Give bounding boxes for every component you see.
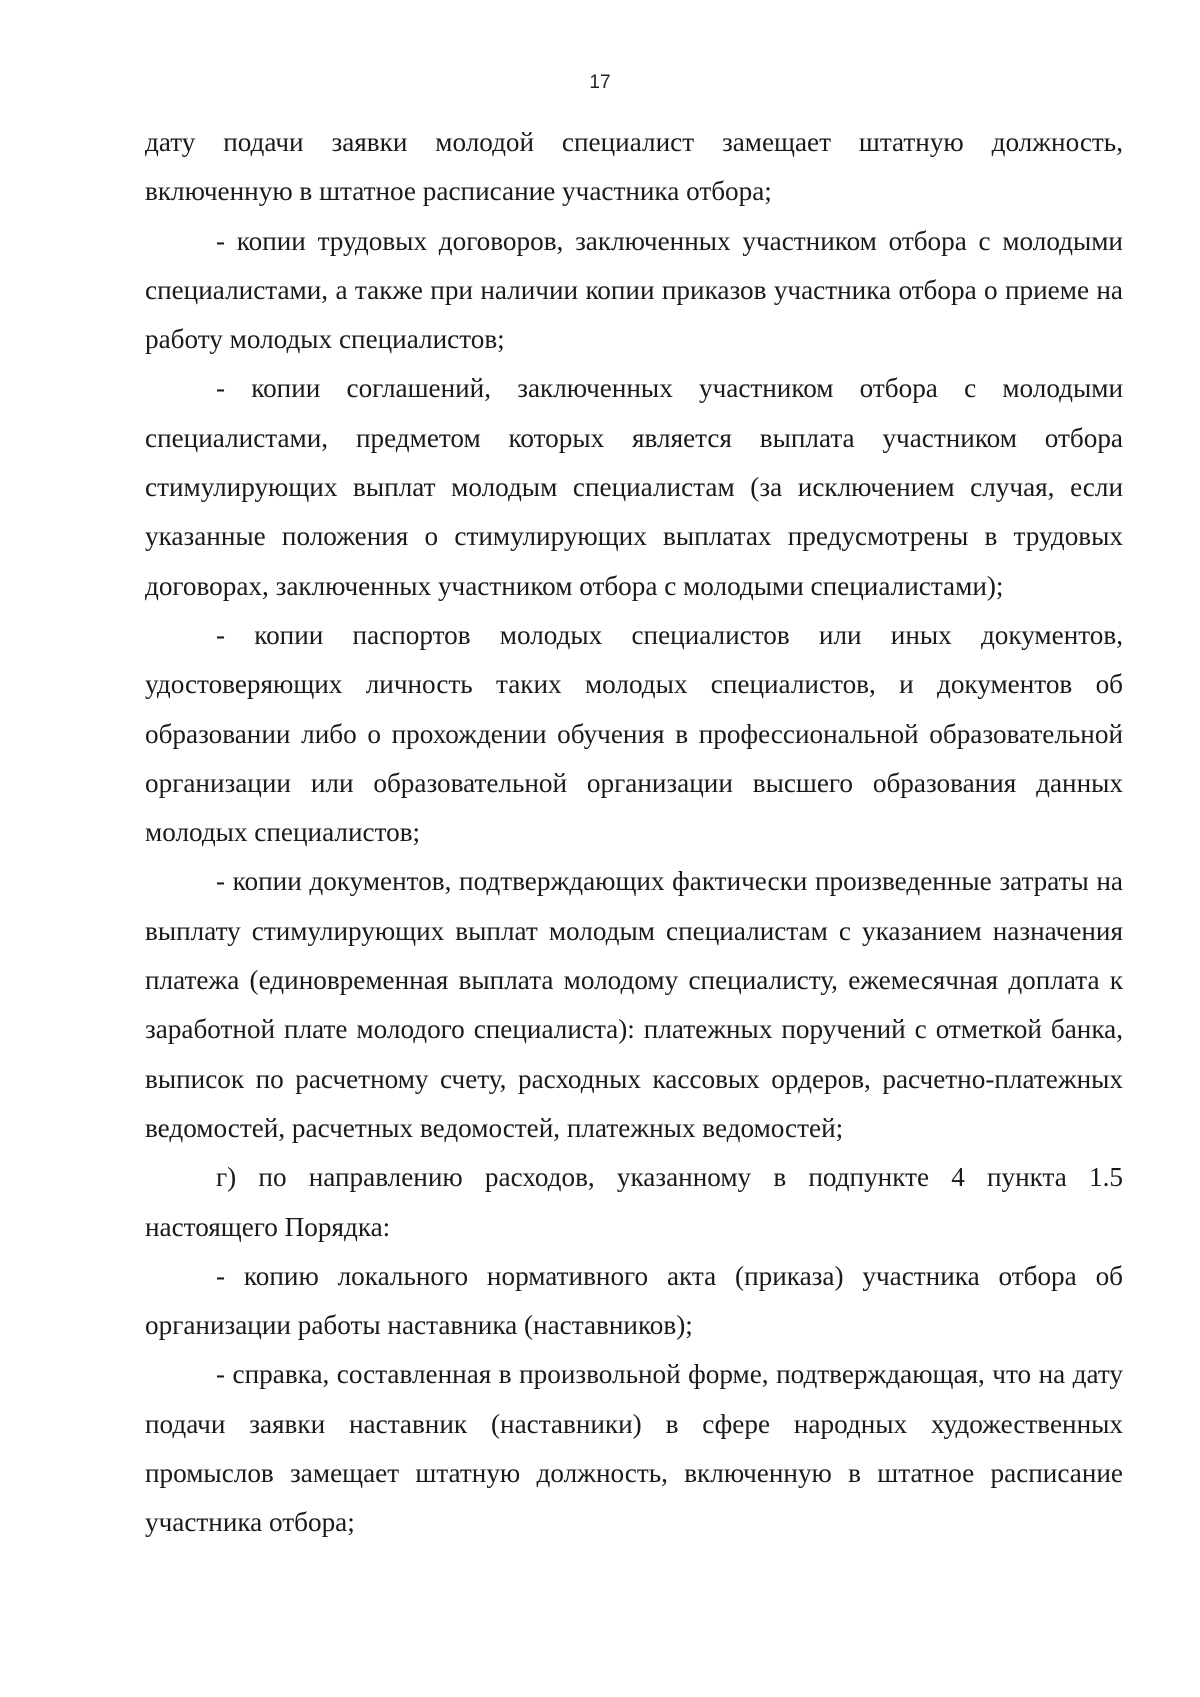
paragraph-expense-documents: - копии документов, подтверждающих фактически произведенные затраты на выплату стимулирующих выплат молодым специалистам с указанием назначения платежа (единовременная выплата молодому специалисту, ежемесячная доплата к заработной плате молодого специалиста): платежных поручений с отметкой банка, выписок по расчетному счету, расходных кассовых ордеров, расчетно-платежных ведомостей, расчетных ведомостей, платежных ведомостей; — [145, 866, 1123, 1143]
paragraph-employment-contracts: - копии трудовых договоров, заключенных участником отбора с молодыми специалистами, а также при наличии копии приказов участника отбора о приеме на работу молодых специалистов; — [145, 225, 1123, 355]
paragraph-subitem-g: г) по направлению расходов, указанному в подпункте 4 пункта 1.5 настоящего Порядка: — [145, 1162, 1123, 1242]
paragraph-agreements: - копии соглашений, заключенных участником отбора с молодыми специалистами, предметом которых является выплата участником отбора стимулирующих выплат молодым специалистам (за исключением случая, если указанные положения о стимулирующих выплатах предусмотрены в трудовых договорах, заключенных участником отбора с молодыми специалистами); — [145, 373, 1123, 601]
page-number: 17 — [589, 72, 611, 93]
paragraph-continuation: дату подачи заявки молодой специалист замещает штатную должность, включенную в штатное расписание участника отбора; — [145, 127, 1123, 207]
paragraph-local-act: - копию локального нормативного акта (приказа) участника отбора об организации работы наставника (наставников); — [145, 1260, 1123, 1341]
paragraph-passports: - копии паспортов молодых специалистов или иных документов, удостоверяющих личность таких молодых специалистов, и документов об образовании либо о прохождении обучения в профессиональной образовательной организации или образовательной организации высшего образования данных молодых специалистов; — [145, 619, 1123, 848]
document-body — [145, 118, 1123, 1548]
paragraph-mentor-certificate: - справка, составленная в произвольной форме, подтверждающая, что на дату подачи заявки наставник (наставники) в сфере народных художественных промыслов замещает штатную должность, включенную в штатное расписание участника отбора; — [145, 1359, 1123, 1538]
